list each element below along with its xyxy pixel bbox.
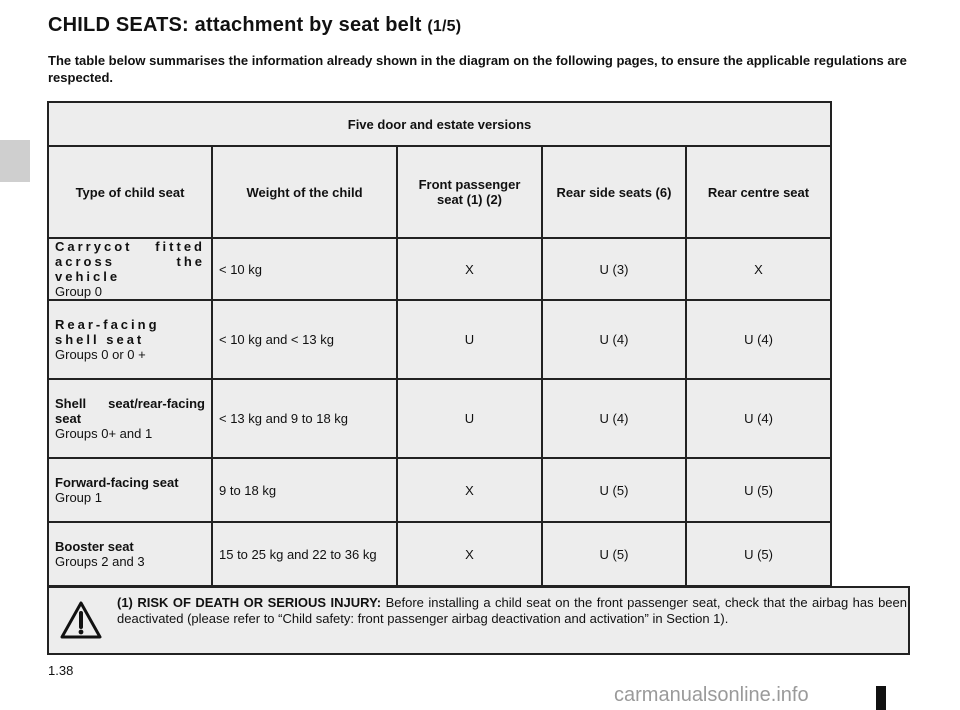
watermark: carmanualsonline.info <box>614 684 809 706</box>
weight-cell: < 10 kg and < 13 kg <box>212 300 397 379</box>
table-row <box>48 238 831 300</box>
table-row <box>48 300 831 379</box>
table-row <box>48 458 831 522</box>
column-header-front-passenger-text: Front passenger seat (1) (2) <box>418 177 521 207</box>
rear-side-cell: U (5) <box>542 458 686 522</box>
intro-paragraph: The table below summarises the information already shown in the diagram on the following pages, to ensure the applicable regulations are respected. <box>48 53 907 85</box>
front-passenger-cell: X <box>397 458 542 522</box>
rear-side-cell: U (4) <box>542 379 686 458</box>
table-row <box>48 522 831 586</box>
rear-centre-cell: U (4) <box>686 300 831 379</box>
rear-centre-cell: U (5) <box>686 458 831 522</box>
page-title <box>48 14 461 37</box>
warning-label: (1) RISK OF DEATH OR SERIOUS INJURY: <box>117 595 382 610</box>
table-row <box>48 379 831 458</box>
table-title: Five door and estate versions <box>48 102 831 146</box>
corner-mark <box>876 686 886 710</box>
seat-type-cell <box>48 379 212 458</box>
seat-type-name: Rear-facing shell seat <box>55 317 160 347</box>
column-header-weight: Weight of the child <box>212 146 397 238</box>
seat-type-name: Shell seat/rear-facing seat <box>55 396 205 426</box>
front-passenger-cell: U <box>397 300 542 379</box>
rear-side-cell: U (5) <box>542 522 686 586</box>
warning-body: Before installing a child seat on the front passenger seat, check that the airbag has been deactivated (please refer to “Child safety: front passenger airbag deactivation and activation” in Section 1). <box>117 595 907 626</box>
seat-group: Group 1 <box>55 490 102 505</box>
table-header-row <box>48 146 831 238</box>
page-title-part: (1/5) <box>427 18 462 35</box>
seat-type-cell <box>48 238 212 300</box>
column-header-front-passenger <box>397 146 542 238</box>
column-header-rear-centre: Rear centre seat <box>686 146 831 238</box>
seat-type-name: Carrycot fitted across the vehicle <box>55 239 205 284</box>
child-seat-table <box>47 101 832 587</box>
rear-side-cell: U (4) <box>542 300 686 379</box>
weight-cell: < 13 kg and 9 to 18 kg <box>212 379 397 458</box>
warning-triangle-icon <box>59 600 103 640</box>
seat-group: Groups 0+ and 1 <box>55 426 153 441</box>
seat-group: Groups 2 and 3 <box>55 554 145 569</box>
seat-type-cell <box>48 522 212 586</box>
section-tab-marker <box>0 140 30 182</box>
rear-centre-cell: X <box>686 238 831 300</box>
seat-group: Group 0 <box>55 284 102 299</box>
seat-type-name: Booster seat <box>55 539 134 554</box>
rear-centre-cell: U (5) <box>686 522 831 586</box>
seat-type-name: Forward-facing seat <box>55 475 179 490</box>
page-number: 1.38 <box>48 663 74 678</box>
front-passenger-cell: X <box>397 238 542 300</box>
rear-centre-cell: U (4) <box>686 379 831 458</box>
rear-side-cell: U (3) <box>542 238 686 300</box>
seat-type-cell <box>48 458 212 522</box>
seat-type-cell <box>48 300 212 379</box>
column-header-seat-type: Type of child seat <box>48 146 212 238</box>
weight-cell: < 10 kg <box>212 238 397 300</box>
warning-box <box>47 586 910 655</box>
table-title-row <box>48 102 831 146</box>
seat-group: Groups 0 or 0 + <box>55 347 146 362</box>
warning-text <box>117 595 907 627</box>
front-passenger-cell: X <box>397 522 542 586</box>
page-title-text: CHILD SEATS: attachment by seat belt <box>48 14 422 36</box>
front-passenger-cell: U <box>397 379 542 458</box>
weight-cell: 15 to 25 kg and 22 to 36 kg <box>212 522 397 586</box>
column-header-rear-side: Rear side seats (6) <box>542 146 686 238</box>
weight-cell: 9 to 18 kg <box>212 458 397 522</box>
